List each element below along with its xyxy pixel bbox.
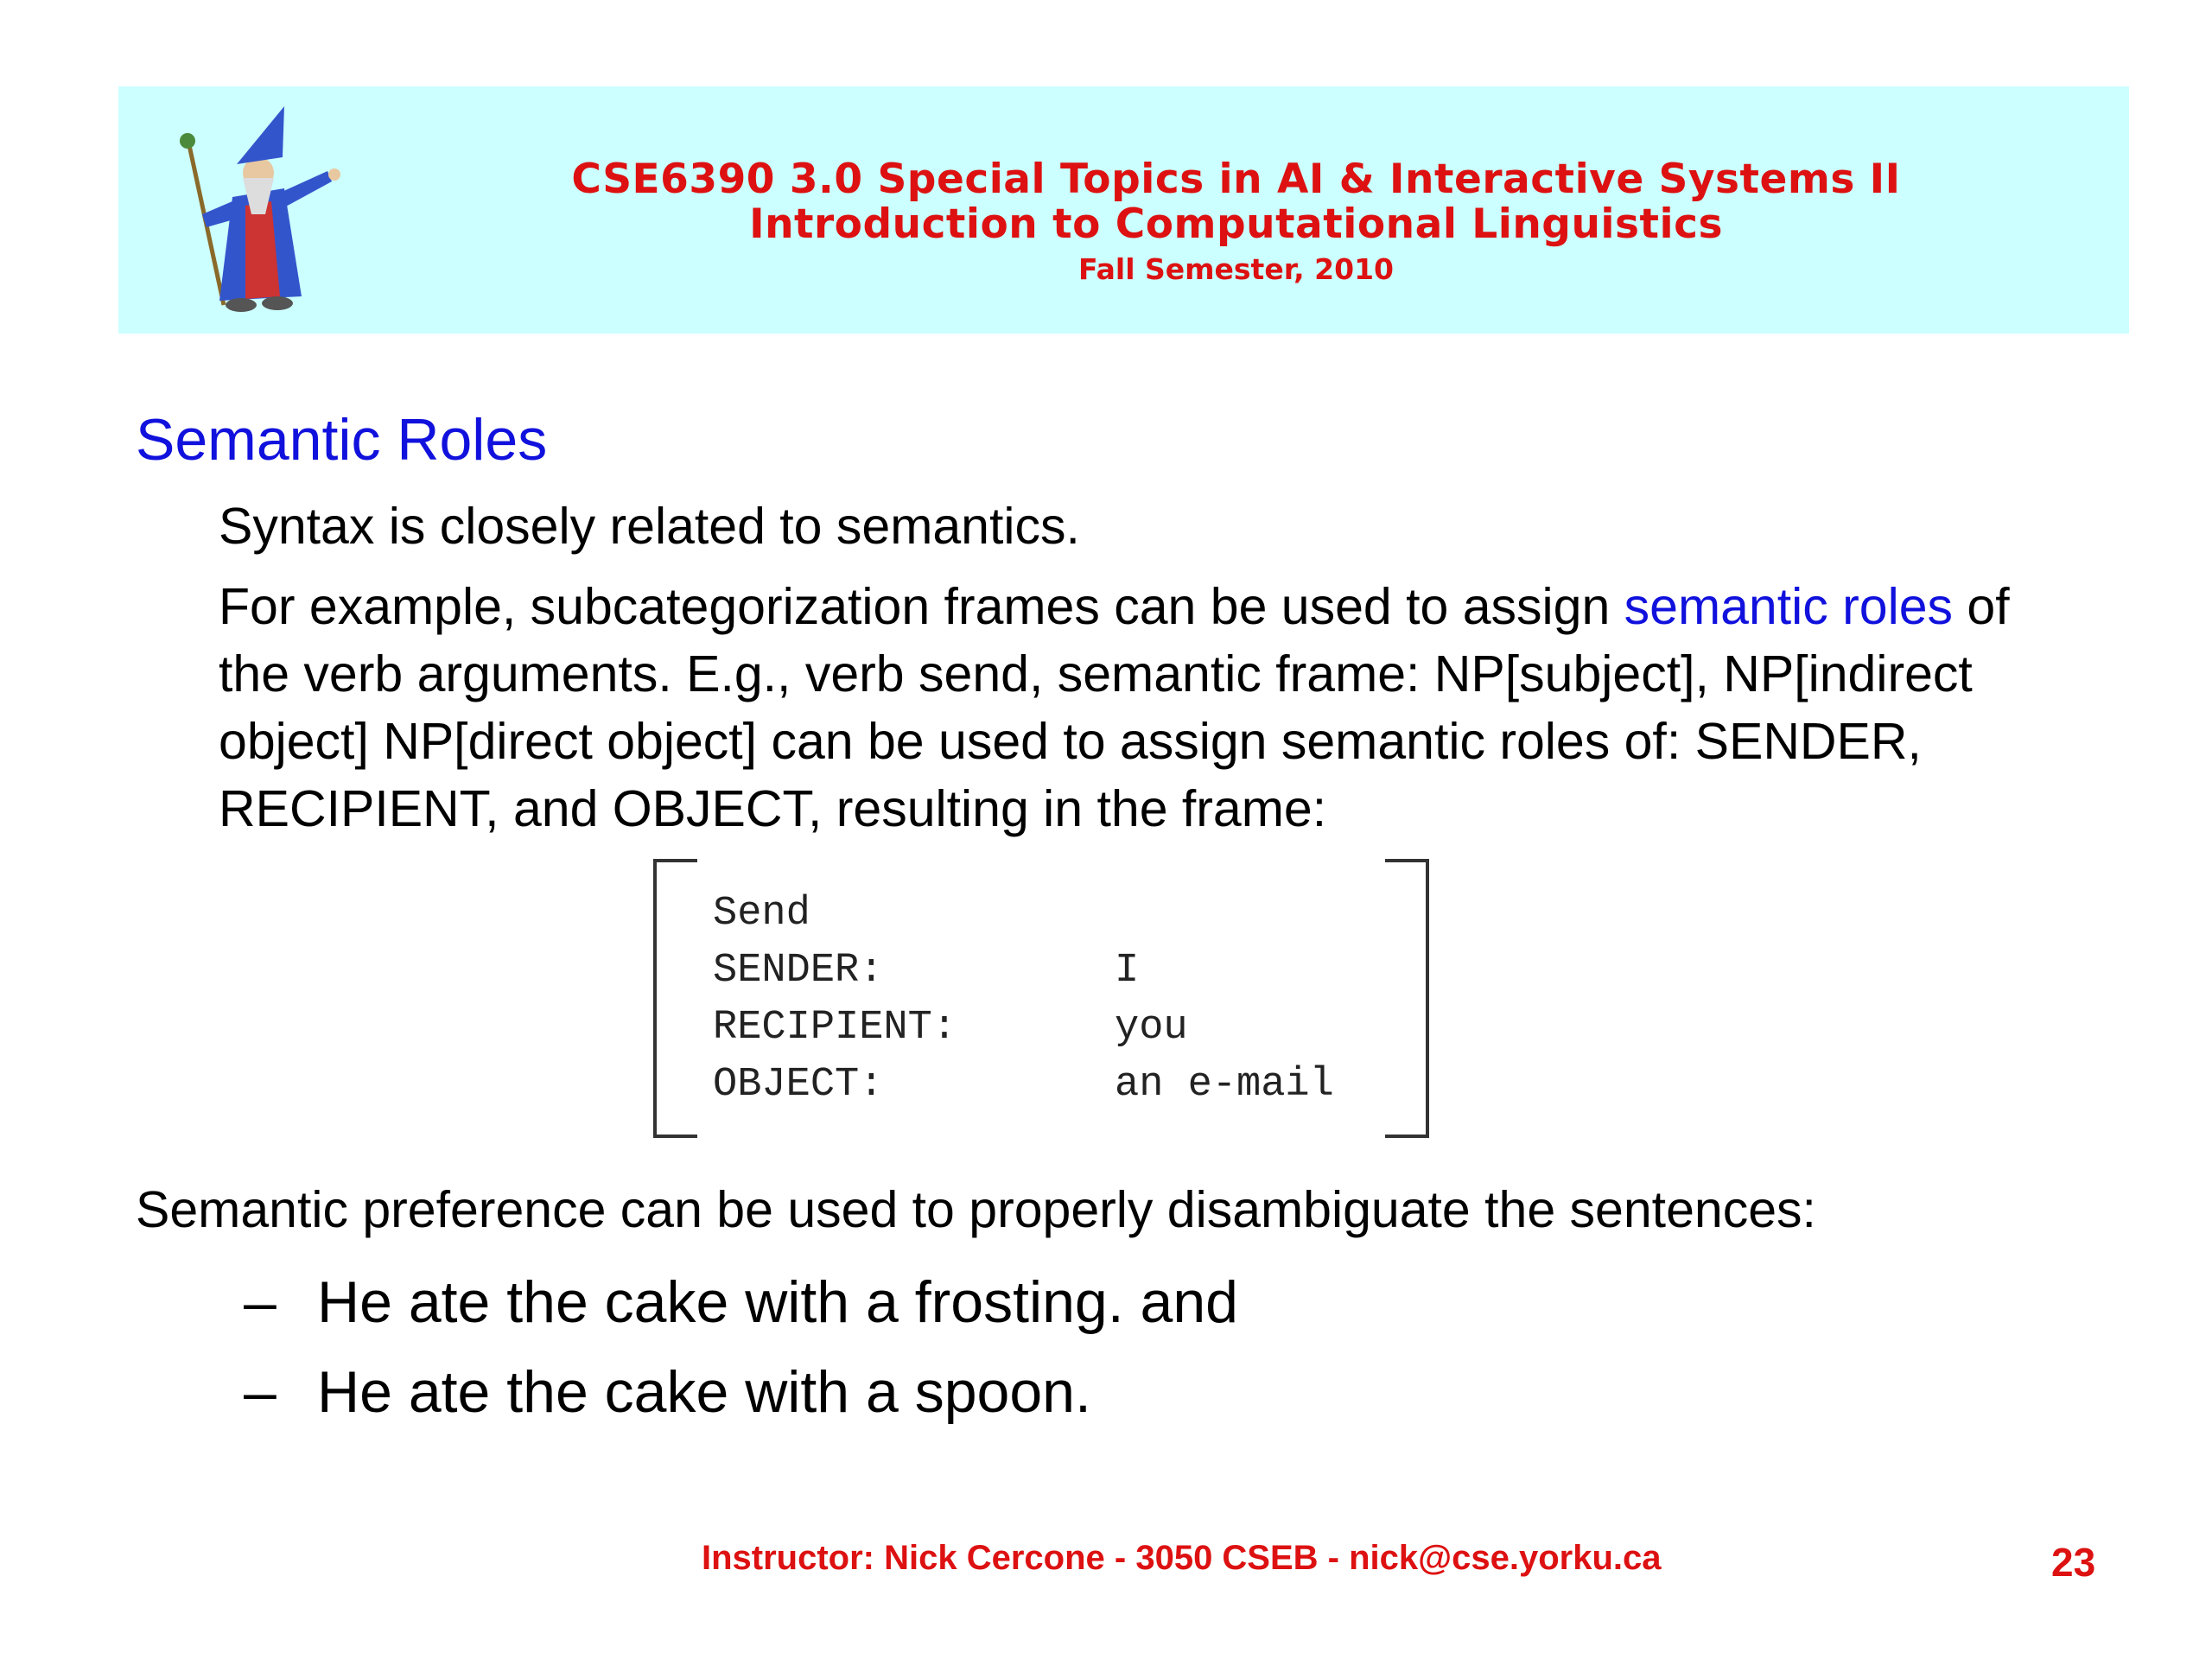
page-number: 23 — [2051, 1540, 2096, 1585]
highlight-semantic-roles: semantic roles — [1624, 578, 1954, 635]
course-title: CSE6390 3.0 Special Topics in AI & Interactive Systems II — [571, 156, 1901, 203]
banner-text — [378, 157, 2094, 289]
frame-row — [713, 1000, 1334, 1057]
frame-title-row — [713, 886, 1334, 943]
frame-key: SENDER: — [713, 948, 884, 994]
semantic-frame-box — [652, 858, 1430, 1139]
paragraph-example-end: of the verb arguments. E.g., verb send, semantic frame: NP[subject], NP[indirect object] NP[direct object] can be used to assign semantic roles of: SENDER, RECIPIENT, and OBJECT, resulting in the frame: — [219, 578, 2010, 837]
dash-bullet: – — [244, 1269, 276, 1335]
paragraph-syntax: Syntax is closely related to semantics. — [219, 498, 1080, 555]
semester-label: Fall Semester, 2010 — [1078, 252, 1394, 286]
dash-bullet: – — [244, 1359, 276, 1425]
list-item — [244, 1257, 1238, 1347]
course-subtitle: Introduction to Computational Linguistics — [749, 200, 1723, 248]
frame-value: I — [1115, 948, 1140, 994]
paragraph-preference: Semantic preference can be used to properly disambiguate the sentences: — [136, 1181, 1816, 1238]
frame-value: an e-mail — [1115, 1062, 1334, 1108]
wizard-icon — [172, 102, 345, 322]
frame-key: OBJECT: — [713, 1062, 884, 1108]
header-banner — [118, 86, 2129, 334]
frame-row — [713, 1057, 1334, 1114]
list-item-text: He ate the cake with a frosting. and — [317, 1269, 1238, 1335]
list-item-text: He ate the cake with a spoon. — [317, 1359, 1091, 1425]
list-item — [244, 1347, 1238, 1437]
slide-heading: Semantic Roles — [136, 407, 548, 473]
frame-row — [713, 943, 1334, 1000]
example-list — [244, 1257, 1238, 1437]
footer-instructor: Instructor: Nick Cercone - 3050 CSEB - nick@cse.yorku.ca — [702, 1539, 1662, 1577]
frame-title: Send — [713, 891, 810, 937]
frame-key: RECIPIENT: — [713, 1005, 957, 1051]
paragraph-example-start: For example, subcategorization frames can be used to assign — [219, 578, 1624, 635]
frame-table — [713, 886, 1334, 1114]
frame-value: you — [1115, 1005, 1188, 1051]
paragraph-example — [219, 573, 2094, 842]
